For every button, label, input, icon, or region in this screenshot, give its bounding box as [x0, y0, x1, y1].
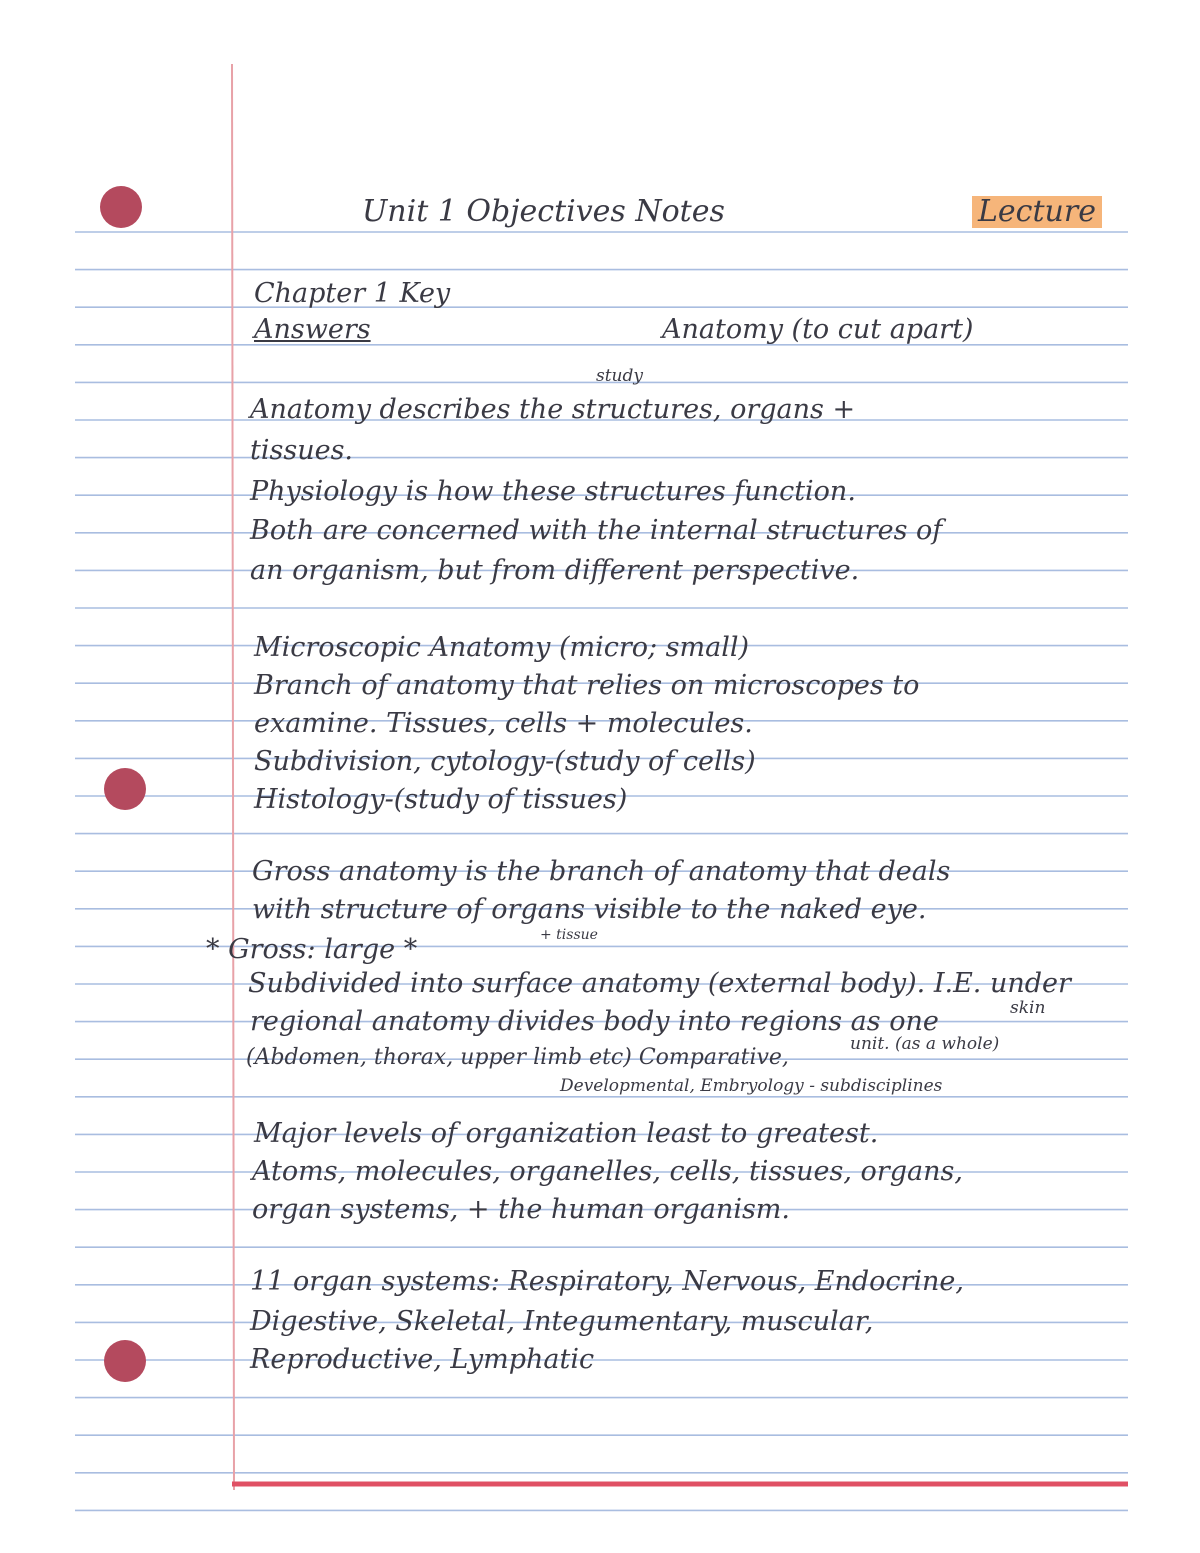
- gross-line: * Gross: large *: [206, 934, 418, 965]
- chapter-heading-line2: Answers: [254, 314, 371, 345]
- annotation-tissue: + tissue: [540, 927, 598, 943]
- anatomy-line: an organism, but from different perspective.: [250, 555, 860, 586]
- anatomy-line: Physiology is how these structures function.: [250, 476, 856, 507]
- systems-line: 11 organ systems: Respiratory, Nervous, Endocrine,: [250, 1266, 964, 1297]
- gross-line: (Abdomen, thorax, upper limb etc) Comparative,: [246, 1045, 789, 1070]
- levels-line: Major levels of organization least to greatest.: [254, 1118, 879, 1149]
- microscopic-line: Microscopic Anatomy (micro; small): [254, 632, 750, 663]
- gross-line: Subdivided into surface anatomy (external body). I.E. under: [248, 968, 1071, 999]
- binder-hole-middle: [104, 768, 146, 810]
- lecture-tag: Lecture: [972, 196, 1102, 228]
- microscopic-line: Subdivision, cytology-(study of cells): [254, 746, 756, 777]
- margin-line: [232, 64, 234, 1490]
- annotation-unit: unit. (as a whole): [850, 1034, 1000, 1054]
- microscopic-line: Histology-(study of tissues): [254, 784, 628, 815]
- levels-line: organ systems, + the human organism.: [252, 1194, 790, 1225]
- gross-line: Developmental, Embryology - subdisciplines: [560, 1076, 943, 1096]
- microscopic-line: Branch of anatomy that relies on microscopes to: [254, 670, 920, 701]
- levels-line: Atoms, molecules, organelles, cells, tissues, organs,: [252, 1156, 963, 1187]
- systems-line: Digestive, Skeletal, Integumentary, muscular,: [250, 1306, 874, 1337]
- anatomy-line: Both are concerned with the internal structures of: [250, 515, 943, 546]
- anatomy-topic: Anatomy (to cut apart): [662, 314, 974, 345]
- gross-line: regional anatomy divides body into regions as one: [250, 1006, 939, 1037]
- chapter-heading-line1: Chapter 1 Key: [254, 278, 451, 309]
- systems-line: Reproductive, Lymphatic: [250, 1344, 595, 1375]
- binder-hole-top: [100, 186, 142, 228]
- annotation-skin: skin: [1010, 998, 1046, 1018]
- page-title: Unit 1 Objectives Notes: [362, 194, 725, 229]
- gross-line: Gross anatomy is the branch of anatomy that deals: [252, 856, 951, 887]
- microscopic-line: examine. Tissues, cells + molecules.: [254, 708, 753, 739]
- anatomy-line: Anatomy describes the structures, organs +: [250, 394, 856, 425]
- anatomy-line: tissues.: [250, 435, 354, 466]
- annotation-study: study: [596, 366, 643, 386]
- gross-line: with structure of organs visible to the naked eye.: [252, 894, 927, 925]
- binder-hole-bottom: [104, 1340, 146, 1382]
